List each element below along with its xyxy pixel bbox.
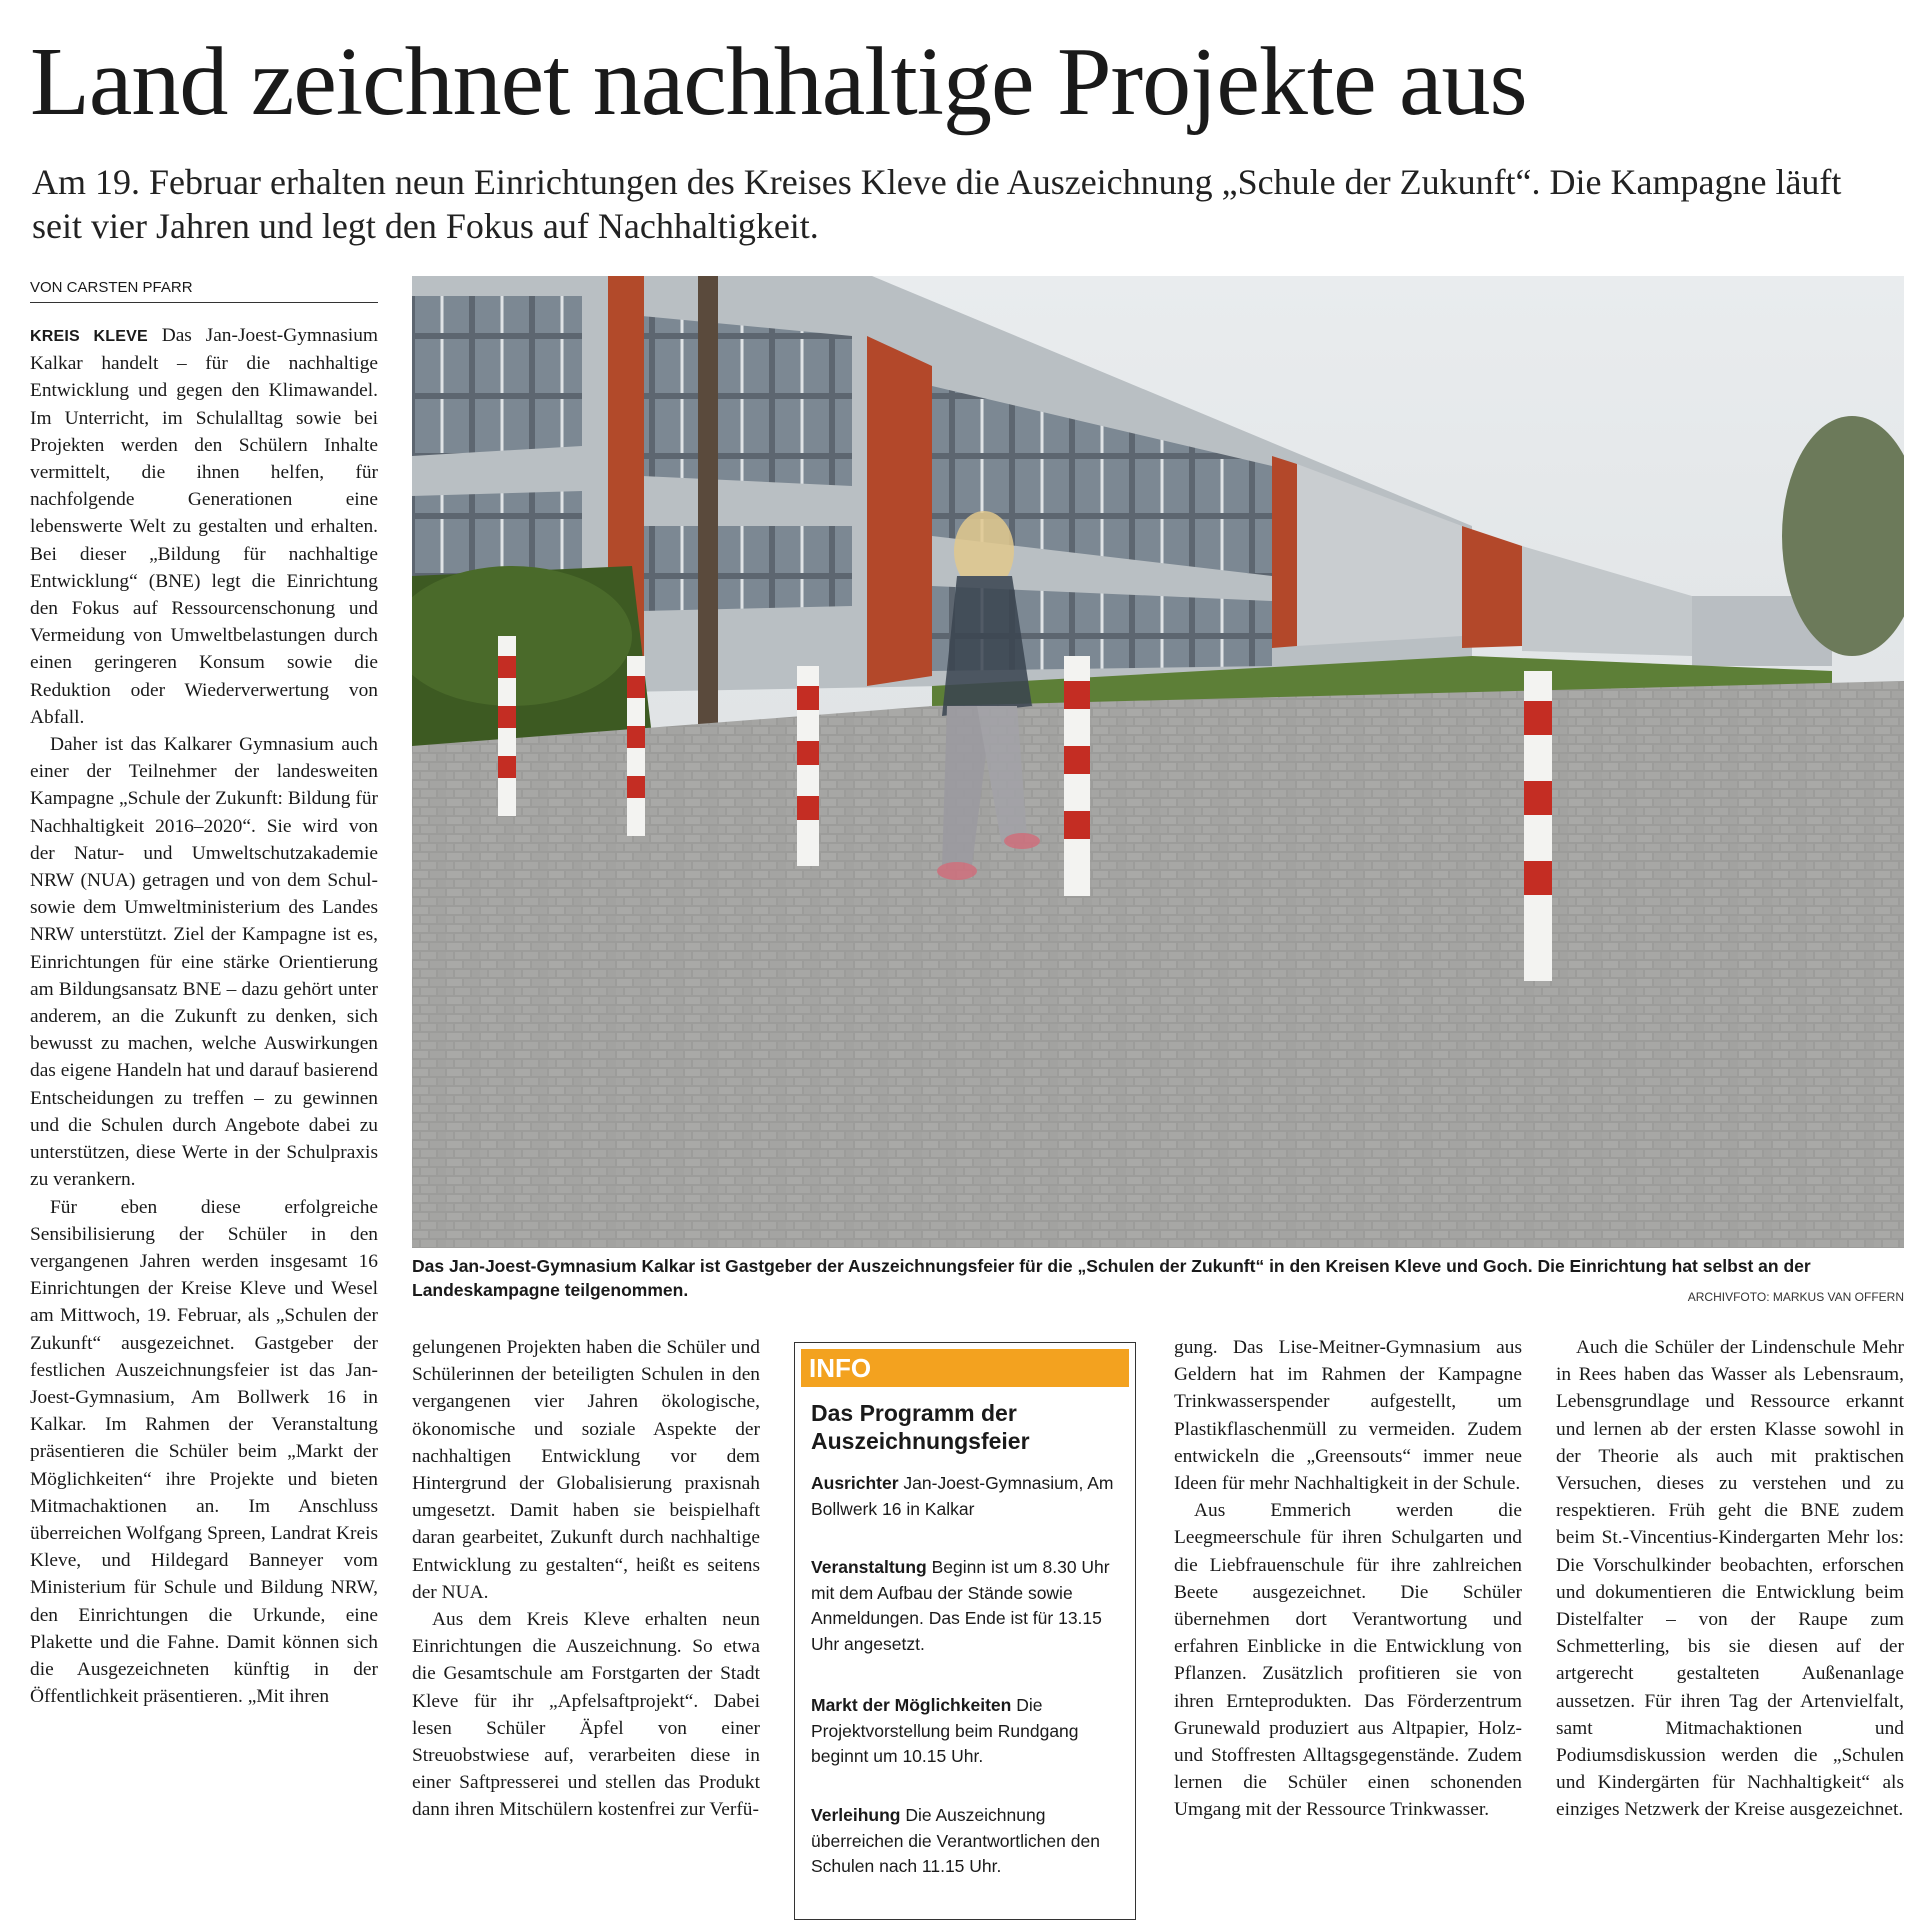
school-photo-illustration bbox=[412, 276, 1904, 1248]
paragraph bbox=[30, 322, 378, 731]
paragraph: Daher ist das Kalkarer Gymnasium auch einer der Teilnehmer der landesweiten Kampagne „Schule der Zukunft: Bildung für Nachhaltigkeit 2016–2020“. Sie wird von der Natur- und Umweltschutzakademie NRW (NUA) getragen und von dem Schul- sowie dem Umweltministerium des Landes NRW unterstützt. Ziel der Kampagne ist es, Einrichtungen für eine stärke Orientierung am Bildungsansatz BNE – dazu gehört unter anderem, an die Zukunft zu denken, sich bewusst zu machen, welche Auswirkungen das eigene Handeln hat und darauf basierend Entscheidungen zu treffen – zu gewinnen und die Schulen durch Angebote dabei zu unterstützen, diese Werte in der Schulpraxis zu verankern. bbox=[30, 734, 378, 1191]
byline: VON CARSTEN PFARR bbox=[30, 278, 378, 303]
bollard bbox=[498, 636, 516, 816]
subheadline: Am 19. Februar erhalten neun Einrichtungen des Kreises Kleve die Auszeichnung „Schule der Zukunft“. Die Kampagne läuft seit vier Jahren und legt den Fokus auf Nachhaltigkeit. bbox=[32, 162, 1842, 246]
info-tag: INFO bbox=[801, 1349, 1129, 1387]
paragraph: gelungenen Projekten haben die Schüler und Schülerinnen der beteiligten Schulen in den vergangenen vier Jahren ökologische, ökonomische und soziale Aspekte der nachhaltigen Entwicklung vor dem Hintergrund der Globalisierung praxisnah umgesetzt. Damit haben sie beispielhaft daran gearbeitet, Zukunft durch nachhaltige Entwicklung zu gestalten“, heißt es seitens der NUA. bbox=[412, 1337, 760, 1603]
paragraph: Für eben diese erfolgreiche Sensibilisierung der Schüler in den vergangenen Jahren werden insgesamt 16 Einrichtungen der Kreise Kleve und Wesel am Mittwoch, 19. Februar, als „Schulen der Zukunft“ ausgezeichnet. Gastgeber der festlichen Auszeichnungsfeier ist das Jan-Joest-Gymnasium, Am Bollwerk 16 in Kalkar. Im Rahmen der Veranstaltung präsentieren die Schüler beim „Markt der Möglichkeiten“ ihre Projekte und bieten Mitmachaktionen an. Im Anschluss überreichen Wolfgang Spreen, Landrat Kreis Kleve, und Hildegard Banneyer vom Ministerium für Schule und Bildung NRW, den Einrichtungen die Urkunde, eine Plakette und die Fahne. Damit können sich die Ausgezeichneten künftig in der Öffentlichkeit präsentieren. „Mit ihren bbox=[30, 1196, 378, 1708]
paragraph-text: Das Jan-Joest-Gymnasium Kalkar handelt – für die nachhaltige Entwicklung und gegen den Klimawandel. Im Unterricht, im Schulalltag sowie bei Projekten werden den Schülern Inhalte vermittelt, die ihnen helfen, für nachfolgende Generationen eine lebenswerte Welt zu gestalten und erhalten. Bei dieser „Bildung für nachhaltige Entwicklung“ (BNE) legt die Einrichtung den Fokus auf Ressourcenschonung und Vermeidung von Umweltbelastungen durch einen geringeren Konsum sowie die Reduktion oder Wiederverwertung von Abfall. bbox=[30, 325, 378, 728]
photo-credit: ARCHIVFOTO: MARKUS VAN OFFERN bbox=[1687, 1290, 1904, 1304]
info-item-text: Die Auszeichnung überreichen die Verantwortlichen den Schulen nach 11.15 Uhr. bbox=[811, 1805, 1100, 1876]
info-item bbox=[811, 1471, 1121, 1522]
info-item bbox=[811, 1803, 1121, 1880]
photo-caption: Das Jan-Joest-Gymnasium Kalkar ist Gastgeber der Auszeichnungsfeier für die „Schulen der Zukunft“ in den Kreisen Kleve und Goch. Die Einrichtung hat selbst an der Landeskampagne teilgenommen. bbox=[412, 1256, 1811, 1300]
headline: Land zeichnet nachhaltige Projekte aus bbox=[30, 28, 1527, 136]
info-item-label: Veranstaltung bbox=[811, 1557, 927, 1577]
info-box bbox=[794, 1342, 1136, 1920]
article-column-1 bbox=[30, 322, 378, 1922]
info-item-text: Jan-Joest-Gymnasium, Am Bollwerk 16 in Kalkar bbox=[811, 1473, 1114, 1519]
info-item bbox=[811, 1693, 1121, 1770]
bollard bbox=[1064, 656, 1090, 896]
info-box-title: Das Programm der Auszeichnungsfeier bbox=[811, 1400, 1030, 1454]
info-item-text: Die Projektvorstellung beim Rundgang beginnt um 10.15 Uhr. bbox=[811, 1695, 1079, 1766]
info-item-text: Beginn ist um 8.30 Uhr mit dem Aufbau der Stände sowie Anmeldungen. Das Ende ist für 13.15 Uhr angesetzt. bbox=[811, 1557, 1110, 1654]
info-item-label: Ausrichter bbox=[811, 1473, 899, 1493]
paragraph: Auch die Schüler der Lindenschule Mehr in Rees haben das Wasser als Lebensraum, Lebensgrundlage und Ressource erkannt und lernen ab der ersten Klasse sowohl in der Theorie als auch mit praktischen Versuchen, dieses zu verstehen und zu respektieren. Früh geht die BNE zudem beim St.-Vincentius-Kindergarten Mehr los: Die Vorschulkinder beobachten, erforschen und dokumentieren die Entwicklung beim Distelfalter – von der Raupe zum Schmetterling, bis sie diesen auf der artgerecht gestalteten Außenanlage aussetzen. Für ihren Tag der Artenvielfalt, samt Mitmachaktionen und Podiumsdiskussion werden die „Schulen und Kindergärten für Nachhaltigkeit“ als einziges Netzwerk der Kreise ausgezeichnet. bbox=[1556, 1337, 1904, 1821]
article-column-2 bbox=[412, 1334, 760, 1924]
info-item-label: Markt der Möglichkeiten bbox=[811, 1695, 1012, 1715]
paragraph: gung. Das Lise-Meitner-Gymnasium aus Geldern hat im Rahmen der Kampagne Trinkwasserspender aufgestellt, um Plastikflaschenmüll zu vermeiden. Zudem entwickeln die „Greensouts“ immer neue Ideen für mehr Nachhaltigkeit in der Schule. bbox=[1174, 1337, 1522, 1495]
dateline: KREIS KLEVE bbox=[30, 328, 148, 345]
bollard bbox=[797, 666, 819, 866]
paragraph: Aus dem Kreis Kleve erhalten neun Einrichtungen die Auszeichnung. So etwa die Gesamtschule am Forstgarten der Stadt Kleve für ihr „Apfelsaftprojekt“. Dabei lesen Schüler Äpfel von einer Streuobstwiese auf, verarbeiten diese in einer Saftpresserei und stellen das Produkt dann ihren Mitschülern kostenfrei zur Verfü- bbox=[412, 1609, 760, 1821]
article-photo bbox=[412, 276, 1904, 1248]
bollard bbox=[1524, 671, 1552, 981]
info-item-label: Verleihung bbox=[811, 1805, 901, 1825]
info-item bbox=[811, 1555, 1121, 1657]
article-column-4 bbox=[1174, 1334, 1522, 1924]
article-column-5 bbox=[1556, 1334, 1904, 1924]
paragraph: Aus Emmerich werden die Leegmeerschule für ihren Schulgarten und die Liebfrauenschule für ihre zahlreichen Beete ausgezeichnet. Die Schüler übernehmen dort Verantwortung und erfahren Einblicke in die Entwicklung von Pflanzen. Zusätzlich profitieren sie von ihren Ernteprodukten. Das Förderzentrum Grunewald produziert aus Altpapier, Holz- und Stoffresten Alltagsgegenstände. Zudem lernen die Schüler einen schonenden Umgang mit der Ressource Trinkwasser. bbox=[1174, 1500, 1522, 1821]
bollard bbox=[627, 656, 645, 836]
